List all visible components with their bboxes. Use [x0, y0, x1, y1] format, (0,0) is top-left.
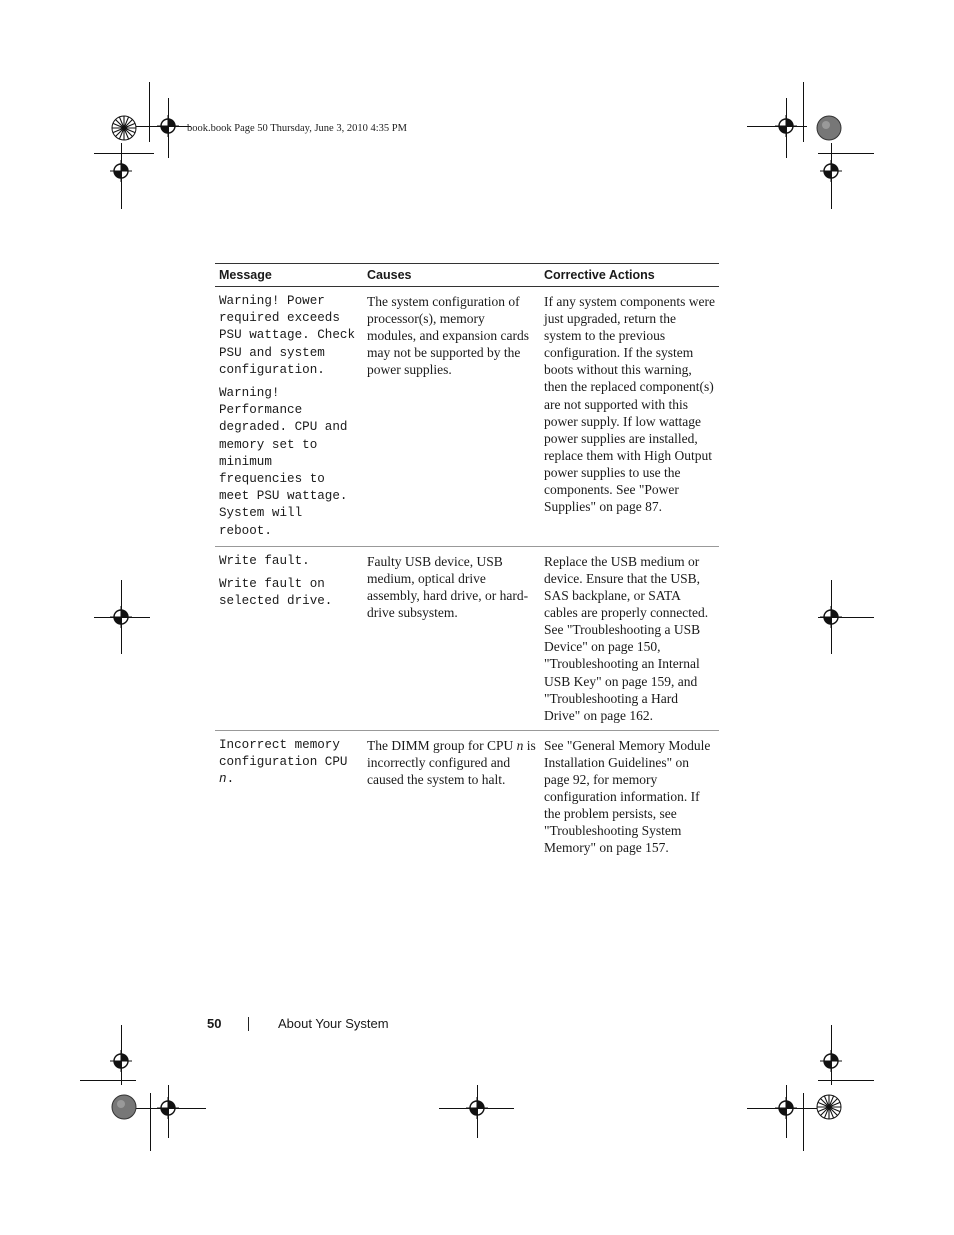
halftone-mark-icon	[111, 1094, 137, 1120]
cause-cell	[363, 730, 540, 862]
header-message: Message	[215, 264, 363, 287]
table-row	[215, 730, 719, 862]
registration-target-icon	[157, 115, 179, 137]
registration-target-icon	[820, 160, 842, 182]
header-causes: Causes	[363, 264, 540, 287]
cause-variable: n	[516, 737, 524, 753]
action-cell: See "General Memory Module Installation Guidelines" on page 92, for memory configuration information. If the problem persists, see "Troubleshooting System Memory" on page 157.	[544, 737, 711, 856]
message-variable: n	[219, 772, 227, 787]
registration-target-icon	[820, 606, 842, 628]
registration-target-icon	[466, 1097, 488, 1119]
starburst-mark-icon	[111, 115, 137, 141]
registration-target-icon	[110, 1050, 132, 1072]
registration-target-icon	[110, 606, 132, 628]
halftone-mark-icon	[816, 115, 842, 141]
table-row	[215, 287, 719, 547]
page-number: 50	[207, 1016, 222, 1031]
action-cell: If any system components were just upgraded, return the system to the previous configuration. If the system boots without this warning, then the replaced component(s) are not supported with this power supply. If low wattage power supplies are installed, replace them with High Output power supplies to use the components. See "Power Supplies" on page 87.	[540, 287, 719, 547]
registration-target-icon	[110, 160, 132, 182]
message-text: Write fault.	[219, 553, 310, 568]
message-text	[219, 737, 359, 789]
message-text: Write fault on selected drive.	[219, 577, 333, 609]
footer-separator	[248, 1017, 249, 1031]
registration-target-icon	[157, 1097, 179, 1119]
cause-cell: The system configuration of processor(s), memory modules, and expansion cards may not be supported by the power supplies.	[363, 287, 540, 547]
registration-target-icon	[775, 1097, 797, 1119]
table-header-row	[215, 264, 719, 287]
message-cell	[215, 287, 363, 547]
print-slug: book.book Page 50 Thursday, June 3, 2010 4:35 PM	[187, 123, 407, 134]
starburst-mark-icon	[816, 1094, 842, 1120]
cause-text-suffix: is incorrectly configured and caused the system to halt.	[367, 737, 536, 787]
message-cell	[215, 546, 363, 730]
message-text: Warning! Power required exceeds PSU wattage. Check PSU and system configuration.	[219, 294, 356, 377]
table-row	[215, 546, 719, 730]
footer-section-title: About Your System	[278, 1016, 389, 1031]
message-cell	[215, 730, 363, 862]
message-text-suffix: .	[226, 772, 235, 787]
cause-cell: Faulty USB device, USB medium, optical drive assembly, hard drive, or hard-drive subsystem.	[363, 546, 540, 730]
message-text: Warning! Performance degraded. CPU and memory set to minimum frequencies to meet PSU wattage. System will reboot.	[219, 386, 348, 538]
header-corrective-actions: Corrective Actions	[540, 264, 719, 287]
action-cell: Replace the USB medium or device. Ensure that the USB, SAS backplane, or SATA cables are properly connected. See "Troubleshooting a USB Device" on page 150, "Troubleshooting an Internal USB Key" on page 159, and "Troubleshooting a Hard Drive" on page 162.	[540, 546, 719, 730]
message-text-prefix: Incorrect memory configuration CPU	[219, 737, 348, 769]
cause-text-prefix: The DIMM group for CPU	[367, 737, 517, 753]
registration-target-icon	[820, 1050, 842, 1072]
message-table	[215, 263, 719, 862]
registration-target-icon	[775, 115, 797, 137]
